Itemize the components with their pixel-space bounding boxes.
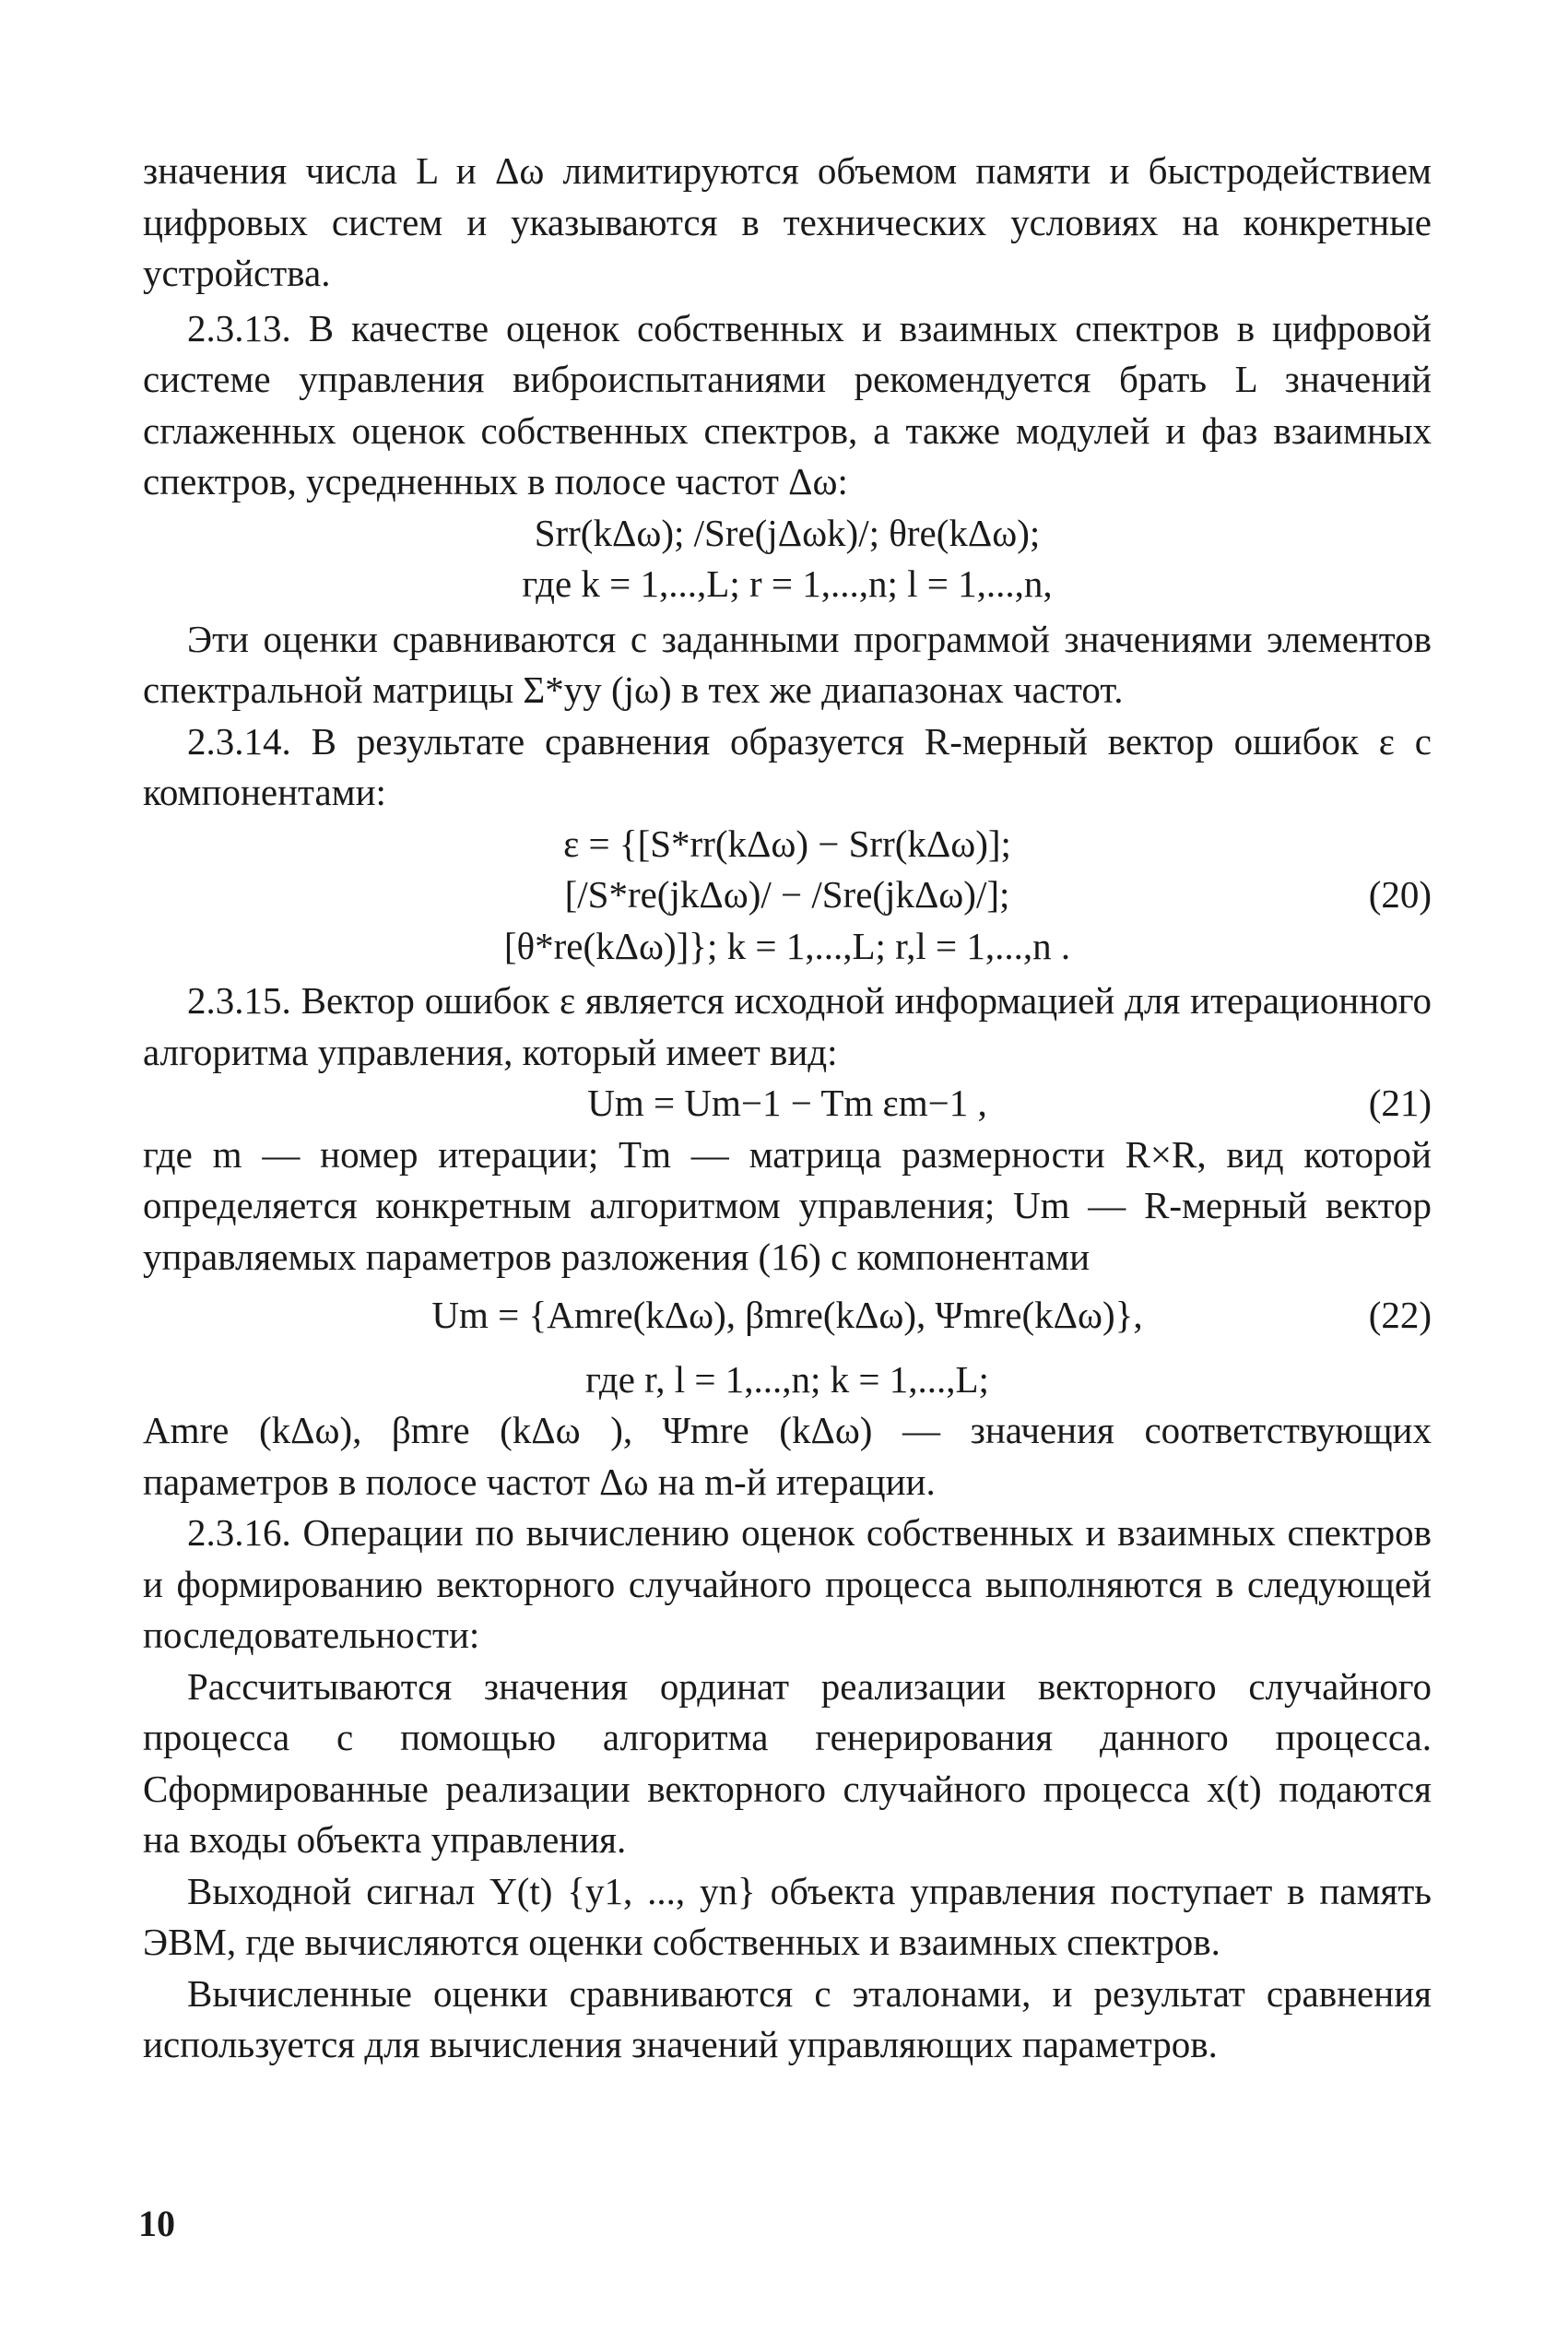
paragraph: Amre (kΔω), βmre (kΔω ), Ψmre (kΔω) — значения соответствующих параметров в полосе частот Δω на m-й итерации. — [143, 1409, 1432, 1503]
body-text — [143, 146, 1432, 2071]
equation-number-20: (20) — [1368, 873, 1432, 916]
equation-number-21: (21) — [1368, 1082, 1432, 1124]
paragraph-2-3-14: 2.3.14. В результате сравнения образуется R-мерный вектор ошибок ε с компонентами: — [143, 719, 1432, 813]
formula-20-line-2-text: [/S*re(jkΔω)/ − /Sre(jkΔω)/]; — [564, 873, 1010, 916]
formula-22-ranges: где r, l = 1,...,n; k = 1,...,L; — [585, 1357, 989, 1401]
paragraph-2-3-16: 2.3.16. Операции по вычислению оценок собственных и взаимных спектров и формированию векторного случайного процесса выполняются в следующей последовательности: — [143, 1511, 1432, 1656]
formula-20-line-2 — [143, 869, 1432, 921]
formula-index-ranges: где k = 1,...,L; r = 1,...,n; l = 1,...,n, — [522, 562, 1053, 605]
page-number: 10 — [138, 2203, 175, 2244]
formula-22 — [143, 1290, 1432, 1342]
formula-21-text: Um = Um−1 − Tm εm−1 , — [587, 1082, 987, 1124]
paragraph: значения числа L и Δω лимитируются объемом памяти и быстродействием цифровых систем и указываются в технических условиях на конкретные устройства. — [143, 149, 1432, 294]
paragraph-2-3-15: 2.3.15. Вектор ошибок ε является исходной информацией для итерационного алгоритма управления, который имеет вид: — [143, 979, 1432, 1073]
paragraph: Вычисленные оценки сравниваются с эталонами, и результат сравнения используется для вычисления значений управляющих параметров. — [143, 1971, 1432, 2065]
formula-21 — [143, 1078, 1432, 1130]
paragraph: Выходной сигнал Y(t) {y1, ..., yn} объекта управления поступает в память ЭВМ, где вычисляются оценки собственных и взаимных спектров. — [143, 1869, 1432, 1963]
formula-spectral-estimates: Srr(kΔω); /Sre(jΔωk)/; θre(kΔω); — [534, 511, 1041, 554]
formula-20-line-3: [θ*re(kΔω)]}; k = 1,...,L; r,l = 1,...,n . — [503, 924, 1071, 967]
paragraph: Эти оценки сравниваются с заданными программой значениями элементов спектральной матрицы Σ*yy (jω) в тех же диапазонах частот. — [143, 617, 1432, 711]
paragraph: Рассчитываются значения ординат реализации векторного случайного процесса с помощью алгоритма генерирования данного процесса. Сформированные реализации векторного случайного процесса x(t) подаются на входы объекта управления. — [143, 1664, 1432, 1861]
formula-20-line-1: ε = {[S*rr(kΔω) − Srr(kΔω)]; — [563, 822, 1011, 865]
paragraph: где m — номер итерации; Tm — матрица размерности R×R, вид которой определяется конкретным алгоритмом управления; Um — R-мерный вектор управляемых параметров разложения (16) с компонентами — [143, 1132, 1432, 1278]
paragraph-2-3-13: 2.3.13. В качестве оценок собственных и взаимных спектров в цифровой системе управления виброиспытаниями рекомендуется брать L значений сглаженных оценок собственных спектров, а также модулей и фаз взаимных спектров, усредненных в полосе частот Δω: — [143, 306, 1432, 503]
equation-number-22: (22) — [1368, 1294, 1432, 1336]
formula-22-text: Um = {Amre(kΔω), βmre(kΔω), Ψmre(kΔω)}, — [431, 1294, 1143, 1336]
